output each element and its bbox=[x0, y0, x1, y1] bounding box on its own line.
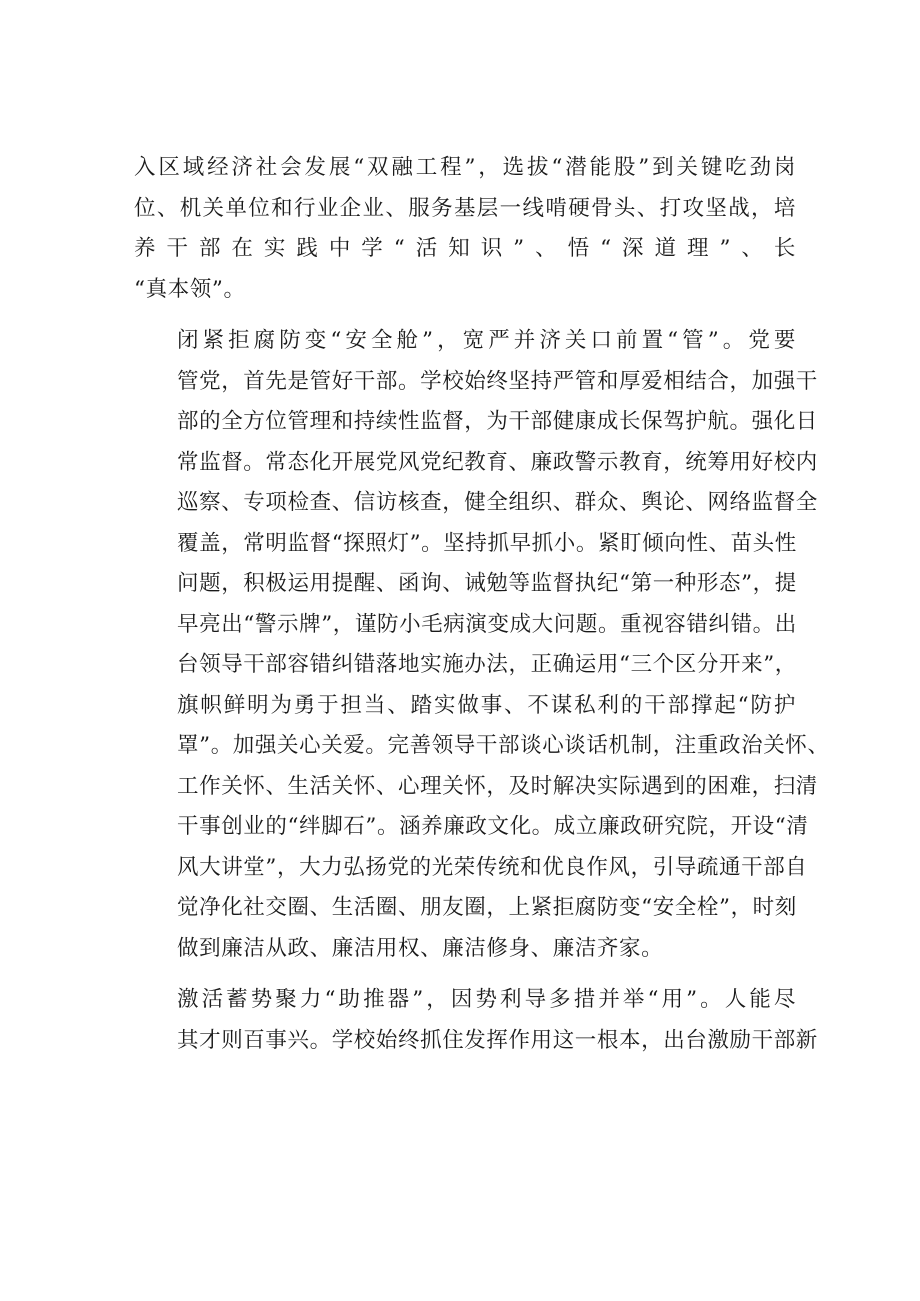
text-line: 巡察、专项检查、信访核查，健全组织、群众、舆论、网络监督全 bbox=[177, 490, 818, 515]
paragraph bbox=[134, 980, 818, 1061]
text-line: 部的全方位管理和持续性监督，为干部健康成长保驾护航。强化日 bbox=[177, 409, 818, 434]
text-line: 养干部在实践中学“活知识”、悟“深道理”、长 bbox=[134, 236, 796, 261]
paragraph bbox=[134, 321, 830, 969]
text-line: 其才则百事兴。学校始终抓住发挥作用这一根本，出台激励干部新 bbox=[177, 1027, 818, 1053]
text-line: 管党，首先是管好干部。学校始终坚持严管和厚爱相结合，加强干 bbox=[177, 368, 818, 394]
text-line: 入区域经济社会发展“双融工程”，选拔“潜能股”到关键吃劲岗 bbox=[134, 155, 796, 180]
text-line: “真本领”。 bbox=[134, 276, 246, 302]
text-line: 激活蓄势聚力“助推器”，因势利导多措并举“用”。人能尽 bbox=[177, 987, 796, 1012]
text-line: 位、机关单位和行业企业、服务基层一线啃硬骨头、打攻坚战，培 bbox=[134, 195, 796, 221]
text-line: 早亮出“警示牌”，谨防小毛病演变成大问题。重视容错纠错。出 bbox=[177, 611, 797, 637]
text-line: 常监督。常态化开展党风党纪教育、廉政警示教育，统筹用好校内 bbox=[177, 449, 818, 475]
paragraph bbox=[134, 148, 796, 310]
text-line: 觉净化社交圈、生活圈、朋友圈，上紧拒腐防变“安全栓”，时刻 bbox=[177, 895, 797, 920]
text-line: 风大讲堂”，大力弘扬党的光荣传统和优良作风，引导疏通干部自 bbox=[177, 854, 808, 880]
text-line: 工作关怀、生活关怀、心理关怀，及时解决实际遇到的困难，扫清 bbox=[177, 773, 818, 799]
text-line: 罩”。加强关心关爱。完善领导干部谈心谈话机制，注重政治关怀、 bbox=[177, 733, 830, 758]
text-line: 覆盖，常明监督“探照灯”。坚持抓早抓小。紧盯倾向性、苗头性 bbox=[177, 530, 797, 556]
text-line: 干事创业的“绊脚石”。涵养廉政文化。成立廉政研究院，开设“清 bbox=[177, 814, 809, 839]
text-line: 闭紧拒腐防变“安全舱”，宽严并济关口前置“管”。党要 bbox=[177, 328, 796, 353]
text-line: 旗帜鲜明为勇于担当、踏实做事、不谋私利的干部撑起“防护 bbox=[177, 692, 796, 718]
text-line: 做到廉洁从政、廉洁用权、廉洁修身、廉洁齐家。 bbox=[177, 935, 664, 961]
text-line: 问题，积极运用提醒、函询、诫勉等监督执纪“第一种形态”，提 bbox=[177, 571, 797, 596]
document-body bbox=[134, 148, 830, 1072]
text-line: 台领导干部容错纠错落地实施办法，正确运用“三个区分开来”， bbox=[177, 652, 797, 677]
